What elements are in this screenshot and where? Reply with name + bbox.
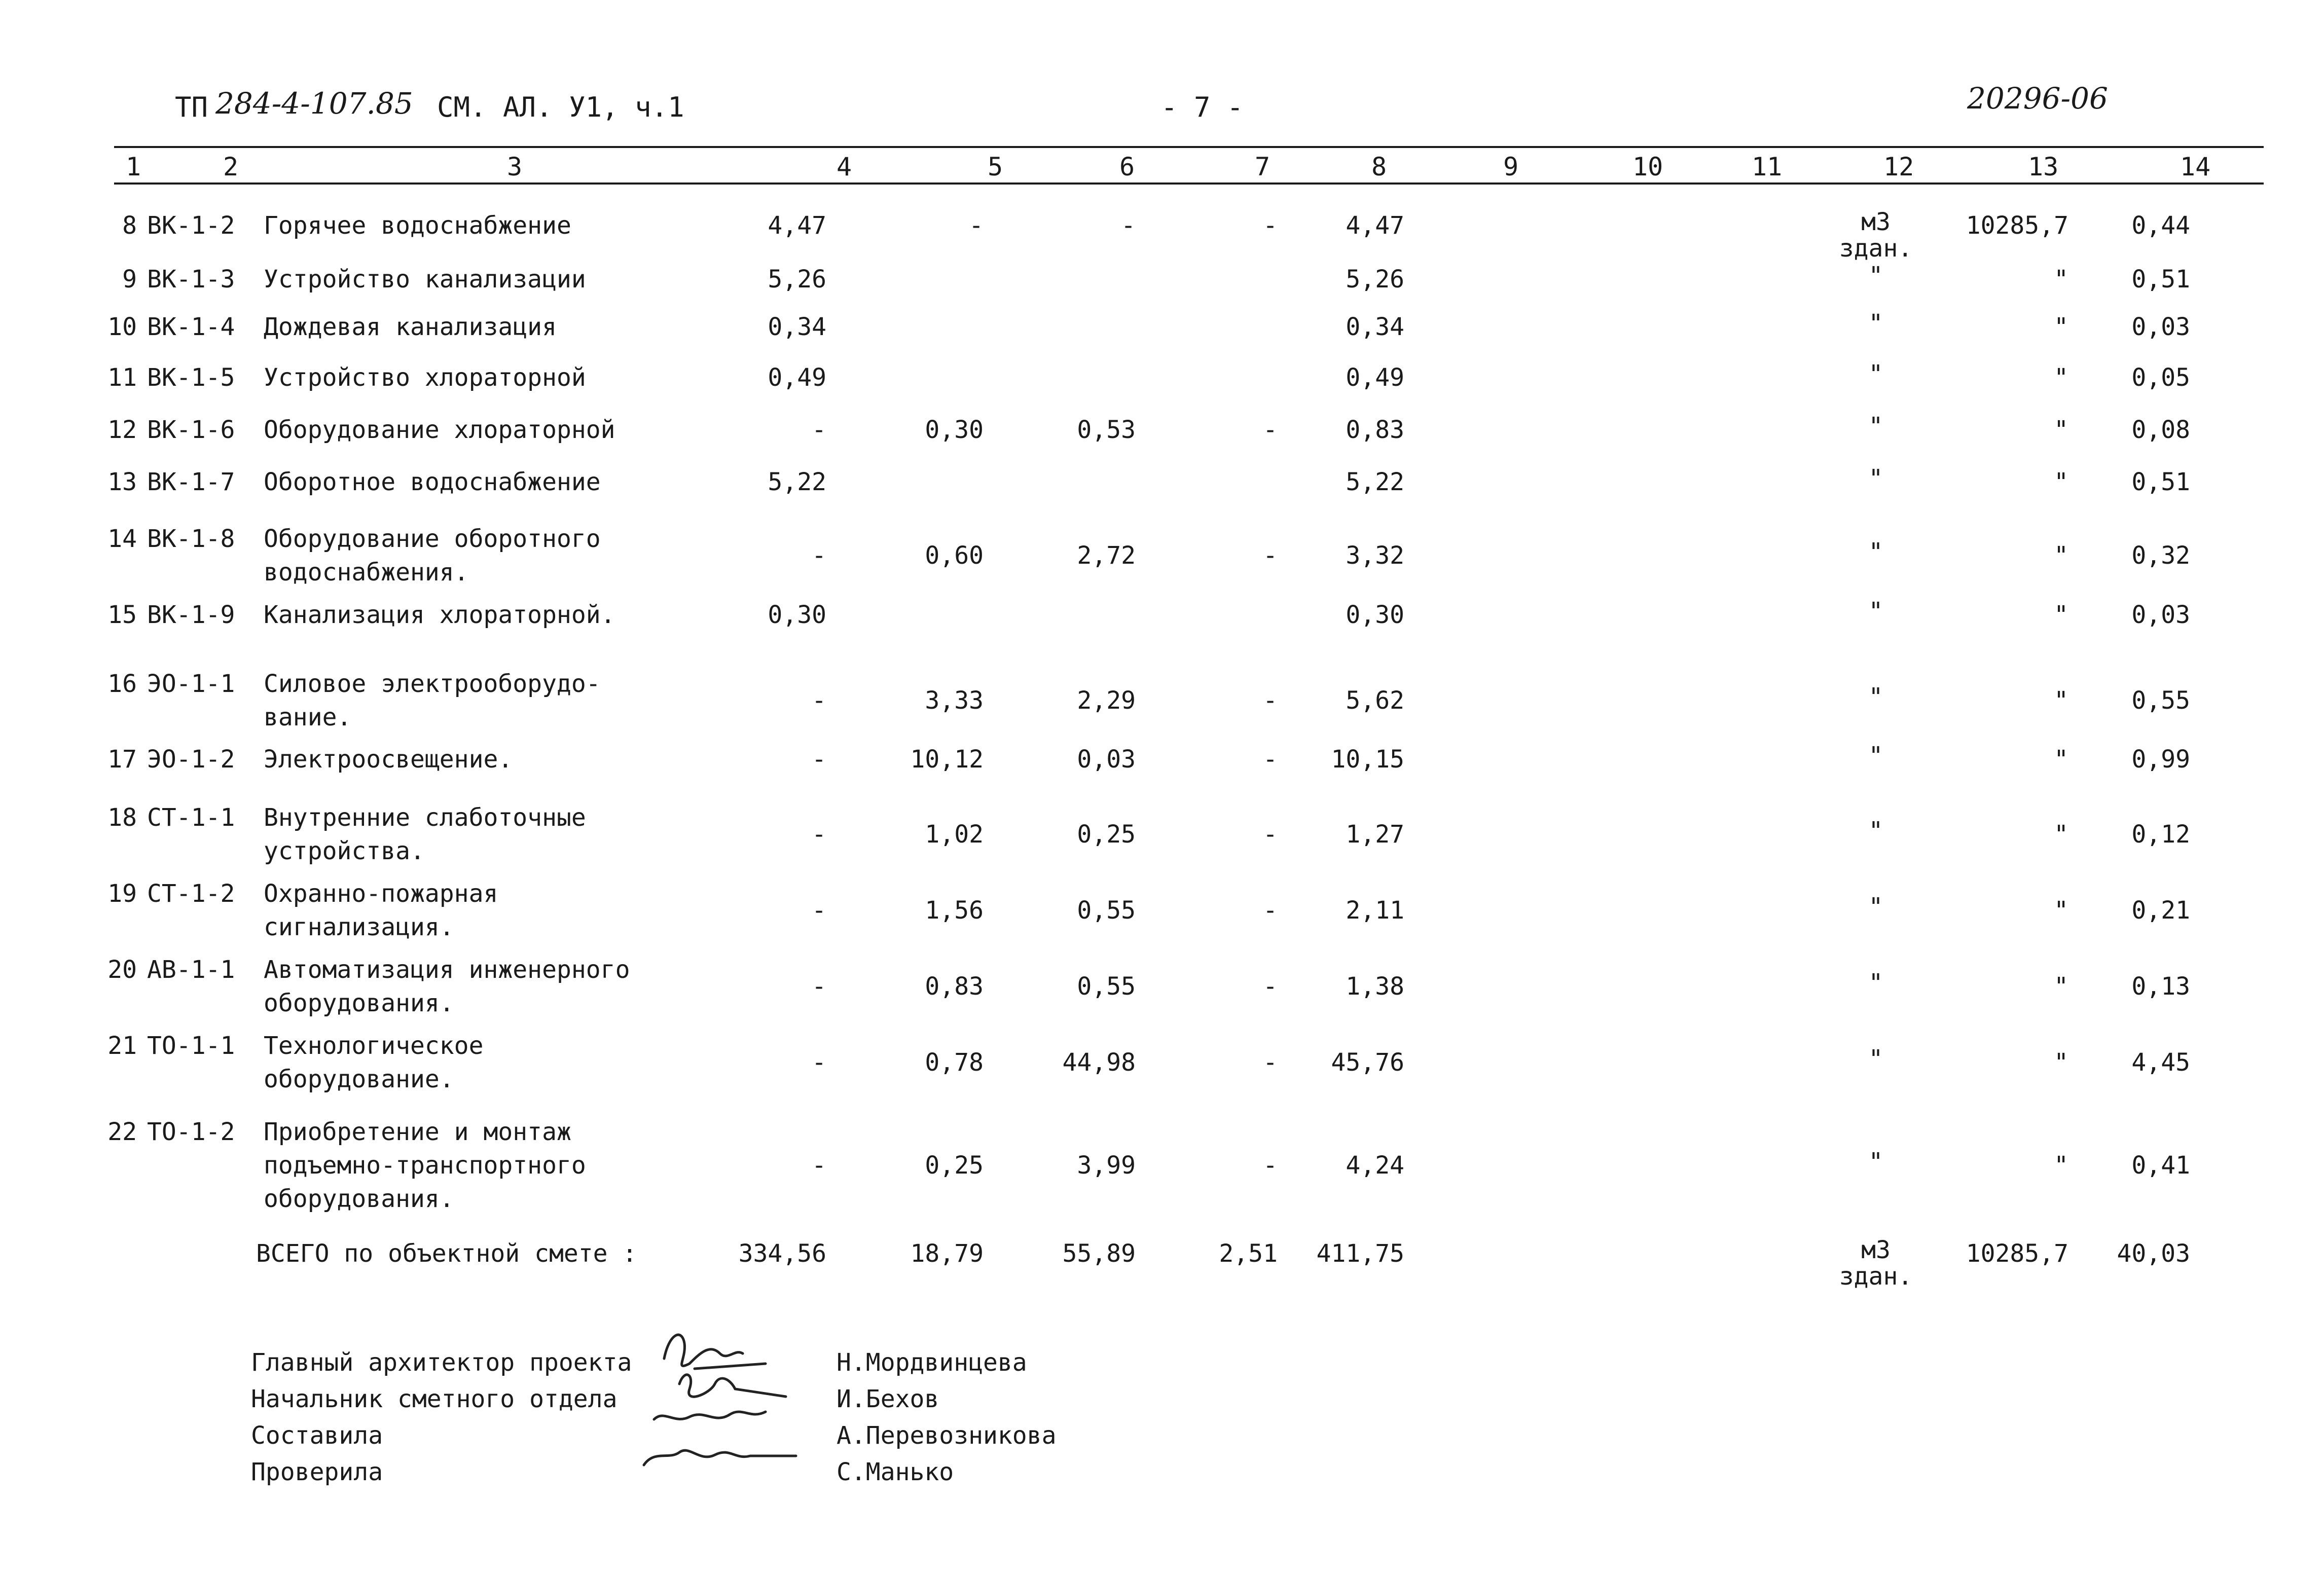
cell-n: 9 bbox=[122, 265, 137, 294]
total-col-4: 334,56 bbox=[738, 1239, 826, 1268]
total-col-5: 18,79 bbox=[910, 1239, 984, 1268]
cell-c14: 0,03 bbox=[2131, 313, 2190, 341]
column-number: 2 bbox=[223, 152, 239, 181]
cell-c8: 4,47 bbox=[1346, 211, 1404, 240]
cell-name: Электроосвещение. bbox=[264, 745, 513, 774]
cell-n: 10 bbox=[107, 313, 137, 341]
column-number: 8 bbox=[1371, 152, 1387, 181]
cell-c12: " bbox=[1868, 1045, 1883, 1073]
cell-c4: - bbox=[812, 1048, 826, 1077]
cell-c8: 3,32 bbox=[1346, 541, 1404, 570]
album-reference: СМ. АЛ. У1, ч.1 bbox=[437, 91, 684, 123]
column-number: 13 bbox=[2028, 152, 2059, 181]
cell-c4: - bbox=[812, 745, 826, 774]
total-col-7: 2,51 bbox=[1219, 1239, 1278, 1268]
cell-c13: " bbox=[2054, 416, 2068, 444]
doc-code-prefix: ТП bbox=[175, 91, 208, 123]
cell-c12: м3 здан. bbox=[1839, 208, 1913, 263]
cell-c6: 44,98 bbox=[1062, 1048, 1136, 1077]
cell-n: 17 bbox=[107, 745, 137, 774]
total-col-8: 411,75 bbox=[1316, 1239, 1404, 1268]
cell-n: 21 bbox=[107, 1032, 137, 1060]
cell-c14: 0,32 bbox=[2131, 541, 2190, 570]
total-col-13: 10285,7 bbox=[1966, 1239, 2068, 1268]
cell-c12: " bbox=[1868, 360, 1883, 388]
signature-role: Составила bbox=[251, 1421, 383, 1450]
cell-c8: 0,30 bbox=[1346, 601, 1404, 629]
cell-c7: - bbox=[1263, 896, 1278, 925]
cell-n: 19 bbox=[107, 880, 137, 908]
total-col-14: 40,03 bbox=[2117, 1239, 2190, 1268]
cell-c12: " bbox=[1868, 262, 1883, 290]
cell-n: 16 bbox=[107, 670, 137, 698]
cell-code: ВК-1-3 bbox=[147, 265, 235, 294]
cell-c7: - bbox=[1263, 686, 1278, 715]
page-number: - 7 - bbox=[1161, 91, 1244, 123]
signature-scribble bbox=[644, 1450, 796, 1465]
cell-c8: 2,11 bbox=[1346, 896, 1404, 925]
cell-c13: " bbox=[2054, 265, 2068, 294]
cell-c8: 0,34 bbox=[1346, 313, 1404, 341]
cell-c12: " bbox=[1868, 817, 1883, 845]
cell-c6: 0,53 bbox=[1077, 416, 1136, 444]
cell-c13: " bbox=[2054, 686, 2068, 715]
cell-c6: 0,55 bbox=[1077, 972, 1136, 1001]
column-number: 3 bbox=[507, 152, 523, 181]
cell-c7: - bbox=[1263, 745, 1278, 774]
cell-c5: 1,02 bbox=[925, 820, 984, 849]
cell-n: 20 bbox=[107, 956, 137, 984]
cell-name: Дождевая канализация bbox=[264, 313, 557, 341]
cell-n: 8 bbox=[122, 211, 137, 240]
cell-c4: - bbox=[812, 1151, 826, 1180]
cell-c14: 0,51 bbox=[2131, 468, 2190, 496]
cell-c13: " bbox=[2054, 541, 2068, 570]
cell-c13: " bbox=[2054, 745, 2068, 774]
cell-code: ВК-1-9 bbox=[147, 601, 235, 629]
cell-c5: 0,60 bbox=[925, 541, 984, 570]
cell-c4: 0,34 bbox=[768, 313, 826, 341]
column-number: 12 bbox=[1883, 152, 1914, 181]
cell-c12: " bbox=[1868, 893, 1883, 921]
cell-name: Автоматизация инженерного оборудования. bbox=[264, 956, 630, 1017]
column-number: 4 bbox=[837, 152, 852, 181]
cell-c13: " bbox=[2054, 601, 2068, 629]
cell-c5: 10,12 bbox=[910, 745, 984, 774]
cell-c14: 0,08 bbox=[2131, 416, 2190, 444]
cell-c14: 0,44 bbox=[2131, 211, 2190, 240]
column-number: 1 bbox=[126, 152, 141, 181]
cell-c12: " bbox=[1868, 969, 1883, 997]
column-number: 10 bbox=[1632, 152, 1663, 181]
cell-c12: " bbox=[1868, 683, 1883, 711]
signature-name: С.Манько bbox=[837, 1458, 954, 1486]
cell-c8: 10,15 bbox=[1331, 745, 1404, 774]
cell-c8: 0,83 bbox=[1346, 416, 1404, 444]
cell-c8: 45,76 bbox=[1331, 1048, 1404, 1077]
column-number: 5 bbox=[988, 152, 1003, 181]
cell-name: Оборотное водоснабжение bbox=[264, 468, 601, 496]
cell-code: ВК-1-8 bbox=[147, 525, 235, 553]
cell-c5: 1,56 bbox=[925, 896, 984, 925]
cell-c12: " bbox=[1868, 309, 1883, 338]
cell-name: Оборудование хлораторной bbox=[264, 416, 615, 444]
cell-c13: " bbox=[2054, 468, 2068, 496]
signature-scribble bbox=[664, 1335, 766, 1369]
cell-c14: 0,12 bbox=[2131, 820, 2190, 849]
cell-n: 11 bbox=[107, 363, 137, 392]
cell-n: 15 bbox=[107, 601, 137, 629]
cell-c4: - bbox=[812, 896, 826, 925]
cell-c4: 0,30 bbox=[768, 601, 826, 629]
cell-c13: " bbox=[2054, 896, 2068, 925]
cell-c5: 0,83 bbox=[925, 972, 984, 1001]
table-header-rule bbox=[114, 182, 2264, 185]
cell-code: ТО-1-2 bbox=[147, 1118, 235, 1146]
cell-name: Горячее водоснабжение bbox=[264, 211, 571, 240]
cell-n: 22 bbox=[107, 1118, 137, 1146]
cell-c6: 3,99 bbox=[1077, 1151, 1136, 1180]
cell-c7: - bbox=[1263, 541, 1278, 570]
cell-c6: 0,55 bbox=[1077, 896, 1136, 925]
cell-c4: - bbox=[812, 820, 826, 849]
signature-name: Н.Мордвинцева bbox=[837, 1348, 1027, 1377]
cell-n: 13 bbox=[107, 468, 137, 496]
cell-c13: 10285,7 bbox=[1966, 211, 2068, 240]
cell-name: Охранно-пожарная сигнализация. bbox=[264, 880, 498, 941]
cell-c5: 0,78 bbox=[925, 1048, 984, 1077]
cell-c4: - bbox=[812, 686, 826, 715]
cell-c13: " bbox=[2054, 1151, 2068, 1180]
inventory-number: 20296-06 bbox=[1967, 81, 2108, 116]
doc-code-handwritten: 284-4-107.85 bbox=[215, 86, 413, 121]
cell-c14: 0,99 bbox=[2131, 745, 2190, 774]
signature-role: Проверила bbox=[251, 1458, 383, 1486]
cell-code: АВ-1-1 bbox=[147, 956, 235, 984]
cell-c8: 0,49 bbox=[1346, 363, 1404, 392]
cell-c12: " bbox=[1868, 538, 1883, 566]
cell-code: СТ-1-1 bbox=[147, 803, 235, 832]
cell-c13: " bbox=[2054, 820, 2068, 849]
cell-c7: - bbox=[1263, 972, 1278, 1001]
cell-c14: 0,05 bbox=[2131, 363, 2190, 392]
cell-c4: - bbox=[812, 416, 826, 444]
signature-name: И.Бехов bbox=[837, 1385, 939, 1413]
cell-c5: 0,30 bbox=[925, 416, 984, 444]
signature-role: Главный архитектор проекта bbox=[251, 1348, 632, 1377]
cell-code: ЭО-1-2 bbox=[147, 745, 235, 774]
cell-c4: 5,22 bbox=[768, 468, 826, 496]
cell-code: ВК-1-6 bbox=[147, 416, 235, 444]
cell-c6: 0,03 bbox=[1077, 745, 1136, 774]
cell-c8: 5,26 bbox=[1346, 265, 1404, 294]
column-number: 6 bbox=[1119, 152, 1135, 181]
cell-name: Приобретение и монтаж подъемно-транспортного оборудования. bbox=[264, 1118, 586, 1213]
cell-name: Внутренние слаботочные устройства. bbox=[264, 803, 586, 865]
cell-c13: " bbox=[2054, 313, 2068, 341]
cell-name: Технологическое оборудование. bbox=[264, 1032, 484, 1093]
cell-c14: 0,21 bbox=[2131, 896, 2190, 925]
total-label: ВСЕГО по объектной смете : bbox=[256, 1239, 637, 1268]
handwritten-signatures bbox=[634, 1323, 826, 1495]
cell-c14: 4,45 bbox=[2131, 1048, 2190, 1077]
signature-name: А.Перевозникова bbox=[837, 1421, 1057, 1450]
signature-scribble bbox=[654, 1412, 766, 1419]
column-number: 14 bbox=[2180, 152, 2211, 181]
cell-c14: 0,13 bbox=[2131, 972, 2190, 1001]
cell-code: СТ-1-2 bbox=[147, 880, 235, 908]
cell-c4: 5,26 bbox=[768, 265, 826, 294]
cell-c14: 0,51 bbox=[2131, 265, 2190, 294]
cell-c4: - bbox=[812, 972, 826, 1001]
cell-c7: - bbox=[1263, 211, 1278, 240]
column-number: 11 bbox=[1752, 152, 1783, 181]
cell-n: 18 bbox=[107, 803, 137, 832]
cell-c8: 5,62 bbox=[1346, 686, 1404, 715]
cell-c12: " bbox=[1868, 597, 1883, 626]
cell-c14: 0,03 bbox=[2131, 601, 2190, 629]
cell-name: Устройство канализации bbox=[264, 265, 586, 294]
cell-c8: 1,27 bbox=[1346, 820, 1404, 849]
cell-c14: 0,41 bbox=[2131, 1151, 2190, 1180]
total-col-12: м3 здан. bbox=[1839, 1236, 1913, 1291]
cell-c12: " bbox=[1868, 1148, 1883, 1176]
column-number: 7 bbox=[1255, 152, 1270, 181]
cell-c8: 5,22 bbox=[1346, 468, 1404, 496]
cell-c6: - bbox=[1121, 211, 1136, 240]
cell-code: ВК-1-7 bbox=[147, 468, 235, 496]
cell-code: ТО-1-1 bbox=[147, 1032, 235, 1060]
cell-c6: 2,72 bbox=[1077, 541, 1136, 570]
cell-name: Силовое электрооборудо- вание. bbox=[264, 670, 601, 731]
cell-name: Канализация хлораторной. bbox=[264, 601, 615, 629]
cell-code: ЭО-1-1 bbox=[147, 670, 235, 698]
cell-c5: - bbox=[969, 211, 984, 240]
cell-c12: " bbox=[1868, 742, 1883, 770]
cell-c13: " bbox=[2054, 363, 2068, 392]
cell-c8: 1,38 bbox=[1346, 972, 1404, 1001]
cell-n: 12 bbox=[107, 416, 137, 444]
cell-c4: 4,47 bbox=[768, 211, 826, 240]
cell-c12: " bbox=[1868, 412, 1883, 441]
cell-n: 14 bbox=[107, 525, 137, 553]
cell-c5: 0,25 bbox=[925, 1151, 984, 1180]
cell-c7: - bbox=[1263, 416, 1278, 444]
cell-c7: - bbox=[1263, 1048, 1278, 1077]
signature-role: Начальник сметного отдела bbox=[251, 1385, 618, 1413]
table-top-rule bbox=[114, 146, 2264, 148]
cell-c4: - bbox=[812, 541, 826, 570]
cell-c6: 0,25 bbox=[1077, 820, 1136, 849]
cell-c12: " bbox=[1868, 464, 1883, 493]
cell-c6: 2,29 bbox=[1077, 686, 1136, 715]
cell-c14: 0,55 bbox=[2131, 686, 2190, 715]
column-number: 9 bbox=[1503, 152, 1519, 181]
cell-c4: 0,49 bbox=[768, 363, 826, 392]
cell-code: ВК-1-5 bbox=[147, 363, 235, 392]
cell-c13: " bbox=[2054, 1048, 2068, 1077]
cell-name: Оборудование оборотного водоснабжения. bbox=[264, 525, 601, 587]
cell-code: ВК-1-2 bbox=[147, 211, 235, 240]
cell-c7: - bbox=[1263, 1151, 1278, 1180]
cell-c13: " bbox=[2054, 972, 2068, 1001]
cell-c5: 3,33 bbox=[925, 686, 984, 715]
cell-c8: 4,24 bbox=[1346, 1151, 1404, 1180]
cell-c7: - bbox=[1263, 820, 1278, 849]
total-col-6: 55,89 bbox=[1062, 1239, 1136, 1268]
signature-scribble bbox=[679, 1375, 786, 1397]
cell-code: ВК-1-4 bbox=[147, 313, 235, 341]
cell-name: Устройство хлораторной bbox=[264, 363, 586, 392]
